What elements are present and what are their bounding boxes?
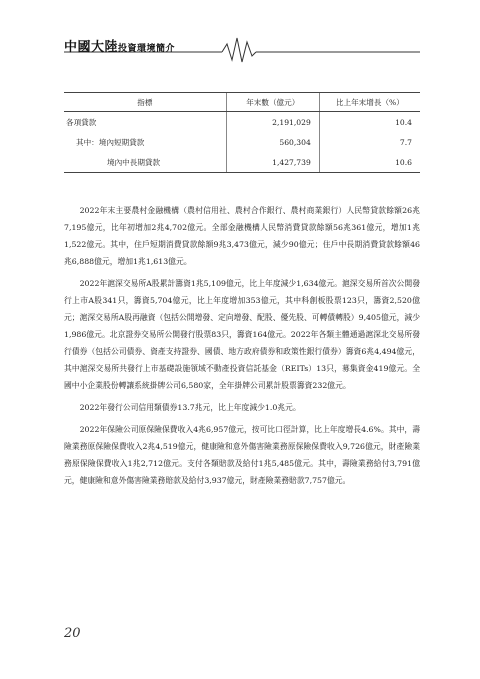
paragraph-rural-finance: 2022年末主要農村金融機構（農村信用社、農村合作銀行、農村商業銀行）人民幣貸款餘額26兆7,195億元，比年初增加2兆4,702億元。全部金融機構人民幣消費貸款餘額56兆361億元，增加1兆1,522億元。其中，住戶短期消費貸款餘額9兆3,473億元，減少90億元；住戶中長期消費貸款餘額46兆6,888億元，增加1兆1,613億元。 [64, 206, 420, 266]
loan-statistics-table [64, 92, 420, 173]
heartbeat-line-icon [222, 38, 256, 62]
page-number: 20 [64, 626, 81, 641]
page-header [0, 30, 480, 66]
row-value: 2,191,029 [226, 112, 319, 133]
header-title [64, 36, 175, 55]
column-header-growth: 比上年末增長（%） [319, 93, 420, 112]
table-row [64, 112, 420, 133]
paragraph-insurance: 2022年保險公司原保險保費收入4兆6,957億元，按可比口徑計算，比上年度增長4.6%。其中，壽險業務原保險保費收入2兆4,519億元，健康險和意外傷害險業務原保險保費收入9,726億元，財產險業務原保險保費收入1兆2,712億元。支付各類賠款及給付1兆5,485億元。其中，壽險業務給付3,791億元，健康險和意外傷害險業務賠款及給付3,937億元，財產險業務賠款7,757億元。 [64, 425, 420, 485]
row-growth: 10.6 [319, 152, 420, 173]
row-label: 境內中長期貸款 [64, 152, 226, 173]
header-title-sub: 投資環境簡介 [118, 44, 176, 54]
paragraph-corporate-bonds: 2022年發行公司信用類債券13.7兆元，比上年度減少1.0兆元。 [79, 403, 301, 412]
row-value: 1,427,739 [226, 152, 319, 173]
row-value: 560,304 [226, 132, 319, 152]
row-growth: 7.7 [319, 132, 420, 152]
body-text [64, 202, 420, 494]
table-row [64, 132, 420, 152]
row-label: 各項貸款 [66, 117, 97, 127]
row-label: 其中：境內短期貸款 [76, 137, 145, 147]
row-growth: 10.4 [319, 112, 420, 133]
column-header-year-end: 年末數（億元） [226, 93, 319, 112]
paragraph-stock-market: 2022年滬深交易所A股累計籌資1兆5,109億元，比上年度減少1,634億元。滬深交易所首次公開發行上市A股341只，籌資5,704億元，比上年度增加353億元，其中科創板股票123只，籌資2,520億元；滬深交易所A股再融資（包括公開增發、定向增發、配股、優先股、可轉債轉股）9,405億元，減少1,986億元。北京證券交易所公開發行股票83只，籌資164億元。2022年各類主體通過滬深北交易所發行債券（包括公司債券、資產支持證券、國債、地方政府債券和政策性銀行債券）籌資6兆4,494億元，其中滬深交易所共發行上市基礎設施領域不動產投資信託基金（REITs）13只，募集資金419億元。全國中小企業股份轉讓系統掛牌公司6,580家，全年掛牌公司累計股票籌資232億元。 [64, 279, 420, 390]
table-row [64, 152, 420, 173]
header-title-main: 中國大陸 [64, 40, 119, 55]
table-header-row [64, 93, 420, 112]
column-header-indicator: 指標 [64, 93, 226, 112]
